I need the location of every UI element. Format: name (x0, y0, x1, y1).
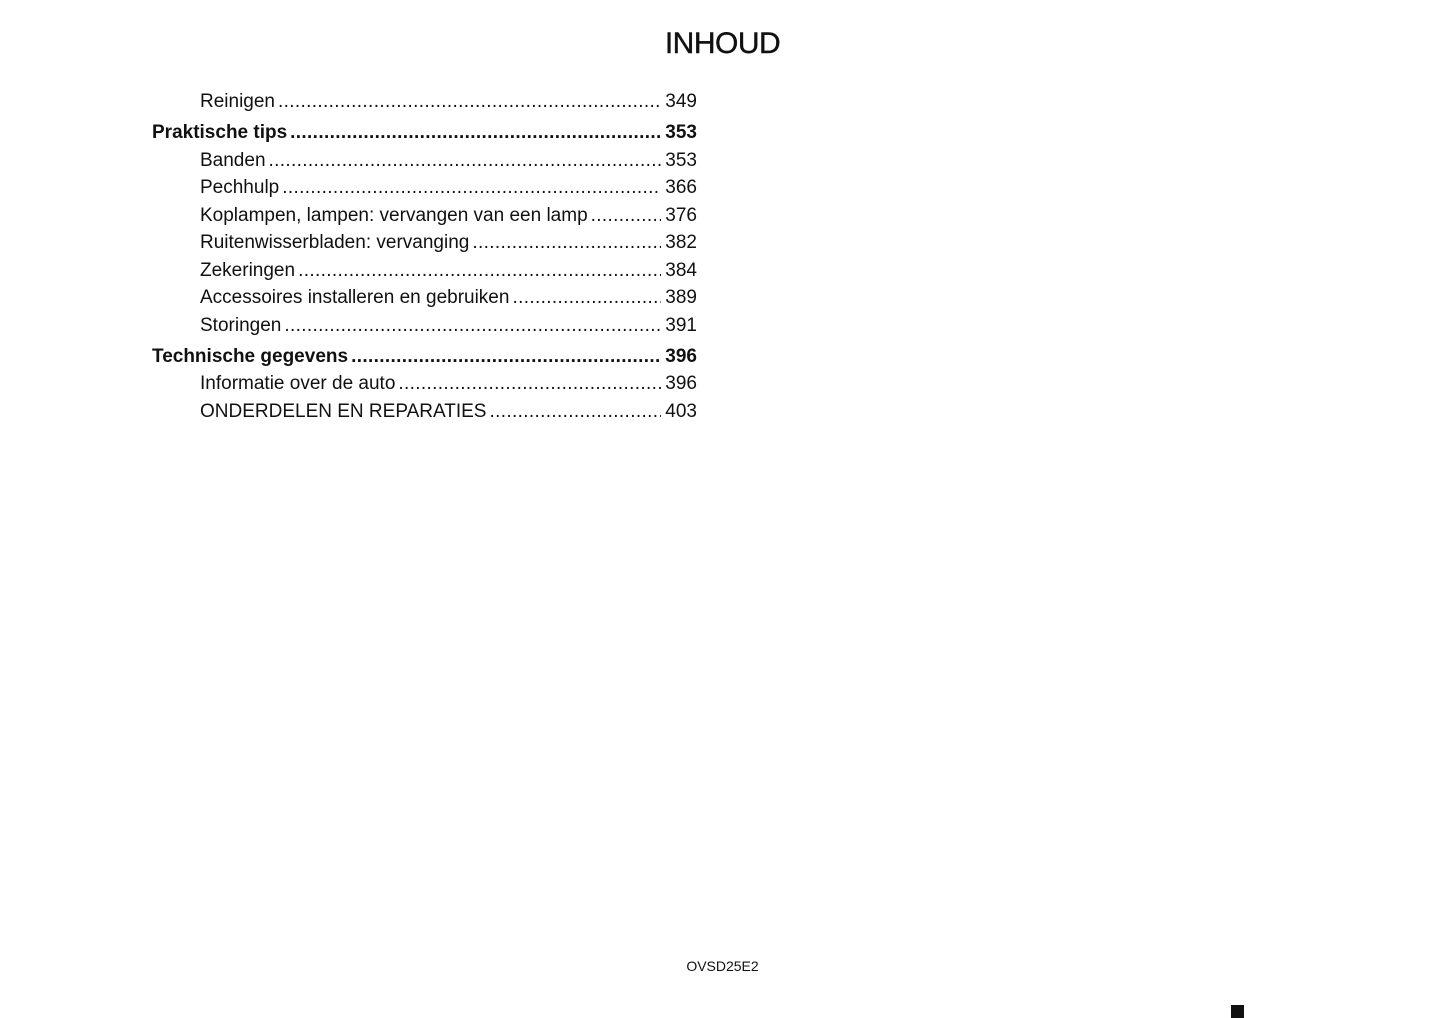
toc-entry-label: Banden (200, 149, 266, 171)
page-corner-marker (1231, 1005, 1244, 1018)
toc-entry-banden[interactable] (152, 147, 697, 175)
toc-section-page: 353 (665, 122, 697, 143)
dot-leader (269, 147, 662, 175)
dot-leader (489, 398, 661, 426)
table-of-contents (152, 88, 697, 425)
toc-entry-label: Pechhulp (200, 177, 280, 198)
toc-entry-label: Ruitenwisserbladen: vervanging (200, 232, 470, 253)
toc-entry-page: 403 (665, 400, 697, 422)
page-title: INHOUD (664, 27, 781, 60)
dot-leader (398, 370, 661, 398)
toc-section-technische-gegevens[interactable] (152, 343, 697, 371)
toc-entry-page: 389 (665, 287, 697, 308)
toc-entry-page: 366 (665, 177, 697, 198)
toc-entry-page: 396 (665, 373, 697, 394)
toc-entry-label: Informatie over de auto (200, 373, 396, 394)
toc-entry-onderdelen-reparaties[interactable] (152, 398, 697, 426)
toc-entry-storingen[interactable] (152, 312, 697, 340)
toc-entry-page: 349 (665, 91, 697, 112)
toc-entry-label: ONDERDELEN EN REPARATIES (200, 400, 487, 422)
toc-entry-zekeringen[interactable] (152, 257, 697, 285)
toc-entry-page: 391 (665, 314, 697, 336)
toc-entry-page: 353 (665, 149, 697, 171)
toc-entry-informatie-auto[interactable] (152, 370, 697, 398)
dot-leader (591, 202, 662, 230)
toc-entry-koplampen[interactable] (152, 202, 697, 230)
toc-entry-page: 382 (665, 232, 697, 253)
dot-leader (472, 229, 661, 257)
toc-entry-page: 376 (665, 204, 697, 226)
dot-leader (284, 312, 661, 340)
toc-entry-pechhulp[interactable] (152, 174, 697, 202)
toc-entry-ruitenwisserbladen[interactable] (152, 229, 697, 257)
toc-entry-page: 384 (665, 259, 697, 281)
toc-section-praktische-tips[interactable] (152, 119, 697, 147)
document-code: OVSD25E2 (686, 958, 759, 974)
toc-section-page: 396 (665, 345, 697, 367)
dot-leader (351, 343, 661, 371)
toc-entry-accessoires[interactable] (152, 284, 697, 312)
toc-section-label: Technische gegevens (152, 345, 349, 367)
toc-entry-label: Storingen (200, 314, 282, 336)
dot-leader (298, 257, 661, 285)
toc-entry-label: Reinigen (200, 91, 275, 112)
toc-section-label: Praktische tips (152, 122, 288, 143)
toc-entry-label: Koplampen, lampen: vervangen van een lamp (200, 204, 588, 226)
toc-entry-reinigen[interactable] (152, 88, 697, 116)
dot-leader (282, 174, 661, 202)
toc-entry-label: Accessoires installeren en gebruiken (200, 287, 510, 308)
dot-leader (512, 284, 661, 312)
dot-leader (278, 88, 661, 116)
toc-entry-label: Zekeringen (200, 259, 296, 281)
dot-leader (290, 119, 661, 147)
